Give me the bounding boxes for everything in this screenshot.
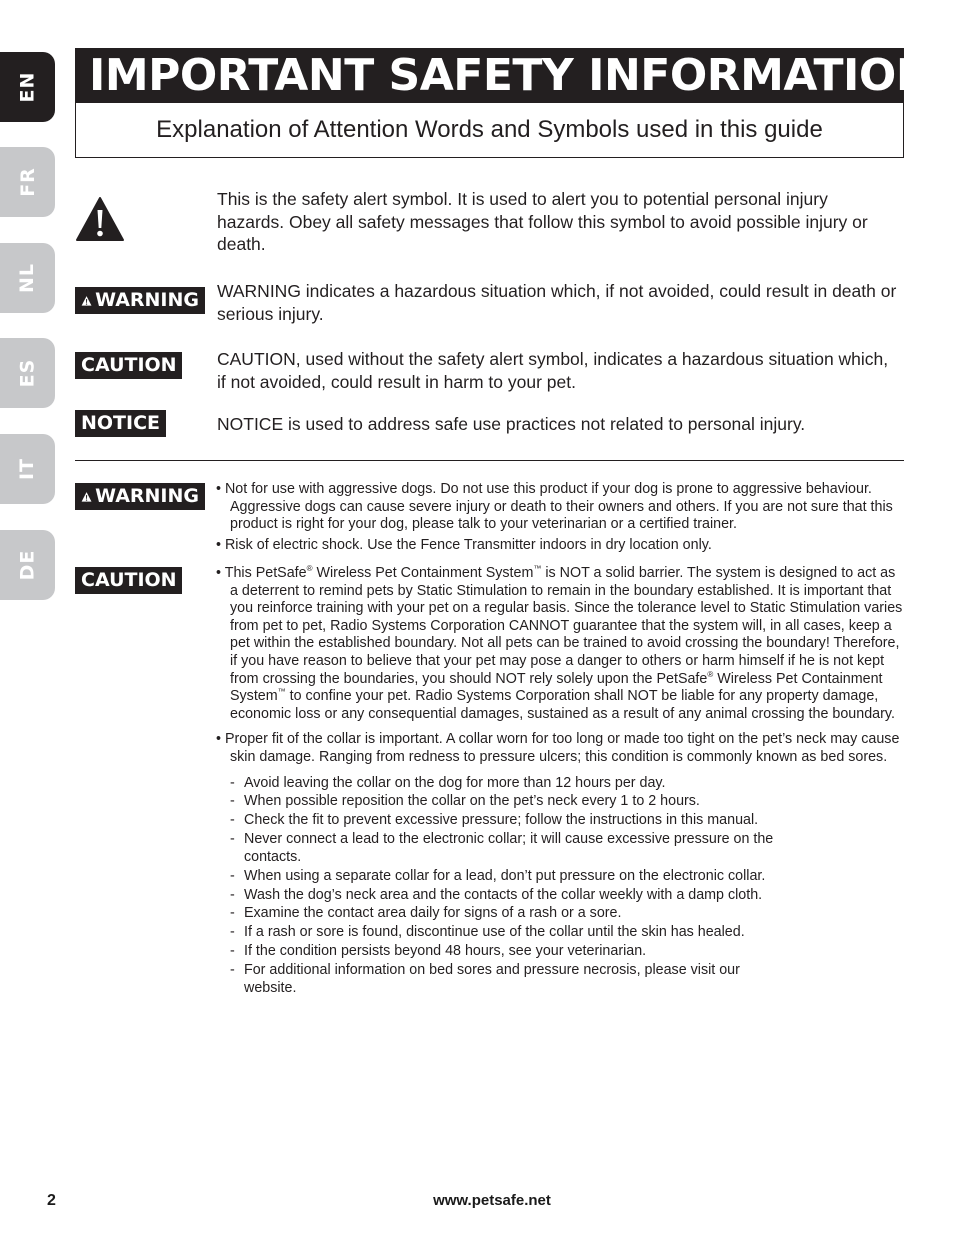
- tab-nl[interactable]: [0, 243, 55, 313]
- list-item: - Avoid leaving the collar on the dog for more than 12 hours per day.: [216, 775, 906, 793]
- warning-section-badge: [75, 483, 205, 510]
- warning-section-label: WARNING: [95, 485, 199, 507]
- section-divider: [75, 460, 904, 461]
- list-item: - If a rash or sore is found, discontinue use of the collar until the skin has healed.: [216, 924, 906, 942]
- warning-badge: [75, 287, 205, 314]
- warning-bullets: [216, 481, 906, 557]
- notice-badge: [75, 410, 166, 437]
- caution-section-badge: [75, 567, 182, 594]
- tab-en[interactable]: [0, 52, 55, 122]
- bullet-item: • Not for use with aggressive dogs. Do not use this product if your dog is prone to aggressive behaviour. Aggressive dogs can cause severe injury or death to their owners and others. If you are not sure that this product is right for your dog, please talk to your veterinarian or a certified trainer.: [216, 481, 893, 533]
- page-subtitle: Explanation of Attention Words and Symbols used in this guide: [75, 103, 904, 158]
- collar-care-list: [216, 775, 906, 998]
- tab-de[interactable]: [0, 530, 55, 600]
- warning-triangle-icon: [81, 292, 92, 310]
- tab-label: EN: [16, 71, 39, 103]
- tab-fr[interactable]: [0, 147, 55, 217]
- safety-alert-description: This is the safety alert symbol. It is used to alert you to potential personal injury hazards. Obey all safety messages that follow this symbol to avoid possible injury or death.: [217, 189, 868, 254]
- page-number: 2: [47, 1192, 56, 1209]
- warning-triangle-icon: [81, 488, 92, 506]
- caution-badge: [75, 352, 182, 379]
- list-item: - Wash the dog’s neck area and the contacts of the collar weekly with a damp cloth.: [216, 887, 906, 905]
- caution-description: CAUTION, used without the safety alert symbol, indicates a hazardous situation which, if not avoided, could result in harm to your pet.: [217, 349, 889, 392]
- notice-description: NOTICE is used to address safe use practices not related to personal injury.: [217, 414, 806, 434]
- tab-label: IT: [16, 457, 39, 481]
- notice-label: NOTICE: [81, 412, 161, 434]
- list-item: - Check the fit to prevent excessive pressure; follow the instructions in this manual.: [216, 812, 906, 830]
- list-item: - When possible reposition the collar on the pet’s neck every 1 to 2 hours.: [216, 793, 906, 811]
- caution-bullets: [216, 565, 906, 999]
- tab-label: NL: [16, 262, 39, 294]
- bullet-item: • Proper fit of the collar is important. A collar worn for too long or made too tight on the pet’s neck may cause skin damage. Ranging from redness to pressure ulcers; this condition is commonly known as bed sores.: [216, 731, 900, 765]
- warning-description: WARNING indicates a hazardous situation which, if not avoided, could result in death or serious injury.: [217, 281, 897, 324]
- tab-it[interactable]: [0, 434, 55, 504]
- list-item: - When using a separate collar for a lead, don’t put pressure on the electronic collar.: [216, 868, 906, 886]
- tab-label: ES: [16, 358, 39, 388]
- safety-alert-icon: [75, 196, 125, 242]
- tab-label: DE: [16, 549, 39, 581]
- bullet-item: • Risk of electric shock. Use the Fence Transmitter indoors in dry location only.: [216, 536, 712, 553]
- list-item: - If the condition persists beyond 48 hours, see your veterinarian.: [216, 943, 906, 961]
- bullet-item: • This PetSafe® Wireless Pet Containment System™ is NOT a solid barrier. The system is designed to act as a deterrent to remind pets by Static Stimulation to remain in the boundary established. It is important that you reinforce training with your pet on a regular basis. Since the tolerance level to Static Stimulation varies from pet to pet, Radio Systems Corporation CANNOT guarantee that the system will, in all cases, keep a pet within the established boundary. Not all pets can be trained to avoid crossing the boundary! Therefore, if you have reason to believe that your pet may pose a danger to others or harm himself if he is not kept from crossing the boundaries, you should NOT rely solely upon the PetSafe® Wireless Pet Containment System™ to confine your pet. Radio Systems Corporation shall NOT be liable for any property damage, economic loss or any consequential damages, sustained as a result of any animal crossing the boundary.: [216, 564, 903, 722]
- list-item: - Never connect a lead to the electronic collar; it will cause excessive pressure on the contacts.: [216, 831, 906, 866]
- tab-label: FR: [16, 167, 39, 197]
- tab-es[interactable]: [0, 338, 55, 408]
- list-item: - For additional information on bed sores and pressure necrosis, please visit our website.: [216, 962, 906, 997]
- caution-section-label: CAUTION: [81, 569, 177, 591]
- list-item: - Examine the contact area daily for signs of a rash or a sore.: [216, 905, 906, 923]
- caution-label: CAUTION: [81, 354, 177, 376]
- footer-url[interactable]: www.petsafe.net: [433, 1192, 551, 1209]
- page-title: IMPORTANT SAFETY INFORMATION: [75, 48, 904, 103]
- warning-label: WARNING: [95, 289, 199, 311]
